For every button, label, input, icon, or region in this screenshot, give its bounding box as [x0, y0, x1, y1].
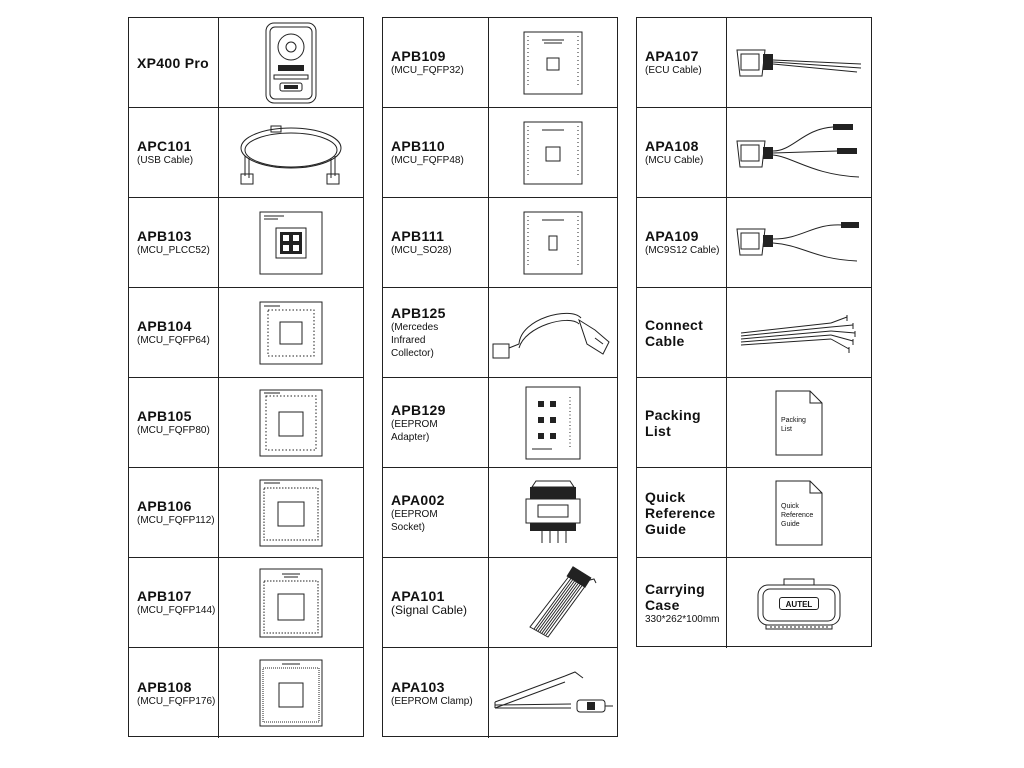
document-text: Quick Reference Guide — [781, 502, 814, 528]
table-row — [383, 648, 617, 738]
item-label — [129, 648, 219, 738]
item-image — [489, 288, 617, 377]
item-subtitle: (MCU_FQFP32) — [391, 65, 464, 76]
item-name: APB103 — [137, 228, 192, 244]
table-row — [129, 18, 363, 108]
item-label — [129, 288, 219, 377]
item-image — [219, 108, 363, 197]
table-row — [383, 378, 617, 468]
item-label — [383, 378, 489, 467]
item-name: APB109 — [391, 48, 446, 64]
ribbon-cable-icon — [508, 565, 598, 641]
item-subtitle: (MCU_PLCC52) — [137, 245, 210, 256]
usb-cable-icon — [231, 118, 351, 188]
table-row — [637, 288, 871, 378]
table-row — [383, 468, 617, 558]
item-image — [219, 558, 363, 647]
item-subtitle: (USB Cable) — [137, 155, 194, 166]
item-image — [727, 468, 871, 557]
item-label — [129, 108, 219, 197]
item-image — [489, 468, 617, 557]
qfp-board-icon — [258, 567, 324, 639]
item-label — [129, 378, 219, 467]
item-name: Carrying Case — [645, 580, 705, 613]
item-subtitle: (MCU_FQFP80) — [137, 425, 210, 436]
item-label — [637, 198, 727, 287]
item-subtitle: (MCU_FQFP144) — [137, 605, 216, 616]
document-icon — [775, 480, 823, 546]
item-name: APB104 — [137, 318, 192, 334]
item-name: APA002 — [391, 491, 445, 508]
item-label — [637, 288, 727, 377]
item-label — [129, 468, 219, 557]
table-column-3 — [636, 17, 872, 647]
table-row — [637, 108, 871, 198]
item-image — [219, 648, 363, 738]
so-chip-board-icon — [522, 210, 584, 276]
table-row — [129, 198, 363, 288]
item-name: APA107 — [645, 48, 699, 64]
table-row — [383, 108, 617, 198]
item-name: APA103 — [391, 678, 445, 695]
eeprom-clamp-icon — [491, 668, 615, 718]
item-name: APA109 — [645, 228, 699, 244]
item-subtitle: (MCU_SO28) — [391, 245, 452, 256]
item-name: Packing List — [645, 406, 701, 439]
table-row — [129, 648, 363, 738]
item-subtitle: (MCU Cable) — [645, 155, 704, 166]
eeprom-adapter-icon — [524, 385, 582, 461]
item-label — [637, 468, 727, 557]
item-subtitle: (EEPROM Adapter) — [391, 418, 438, 443]
item-subtitle: 330*262*100mm — [645, 613, 720, 625]
item-name: APA101 — [391, 588, 445, 604]
item-label — [383, 648, 489, 738]
item-subtitle: (ECU Cable) — [645, 65, 702, 76]
item-image — [489, 378, 617, 467]
item-label — [383, 468, 489, 557]
item-subtitle: (MCU_FQFP48) — [391, 155, 464, 166]
item-name: APB129 — [391, 401, 446, 418]
item-label — [637, 558, 727, 648]
item-name: APB106 — [137, 498, 192, 514]
item-name: XP400 Pro — [137, 54, 209, 71]
table-row — [129, 288, 363, 378]
item-label — [129, 558, 219, 647]
item-label — [383, 558, 489, 647]
item-name: APC101 — [137, 138, 192, 154]
item-subtitle: (MCU_FQFP176) — [137, 695, 216, 707]
item-label — [637, 18, 727, 107]
item-name: Quick Reference Guide — [645, 488, 716, 537]
item-subtitle: (Mercedes Infrared Collector) — [391, 322, 439, 359]
item-image — [727, 558, 871, 648]
table-row — [383, 288, 617, 378]
item-image — [727, 108, 871, 197]
ecu-cable-icon — [733, 38, 865, 88]
table-row — [383, 18, 617, 108]
item-image — [219, 468, 363, 557]
item-name: APB108 — [137, 678, 192, 695]
infrared-collector-icon — [491, 298, 615, 368]
item-label — [637, 108, 727, 197]
item-label — [383, 18, 489, 107]
table-column-2 — [382, 17, 618, 737]
item-name: APB110 — [391, 138, 445, 154]
item-image — [489, 558, 617, 647]
item-subtitle: (EEPROM Clamp) — [391, 695, 473, 707]
item-image — [727, 198, 871, 287]
case-brand-label: AUTEL — [779, 597, 819, 610]
qfp-board-icon — [258, 658, 324, 728]
qfp-board-icon — [258, 478, 324, 548]
item-name: Connect Cable — [645, 316, 704, 349]
table-column-1 — [128, 17, 364, 737]
mc9s12-cable-icon — [733, 215, 865, 271]
mcu-cable-icon — [733, 123, 865, 183]
item-subtitle: (EEPROM Socket) — [391, 508, 438, 533]
item-image — [727, 18, 871, 107]
item-image — [489, 108, 617, 197]
qfp-board-icon — [258, 388, 324, 458]
item-image — [727, 288, 871, 377]
item-image — [489, 198, 617, 287]
wire-bundle-icon — [737, 311, 861, 355]
small-chip-board-icon — [522, 30, 584, 96]
table-row — [383, 558, 617, 648]
carrying-case-icon — [754, 573, 844, 633]
item-label — [383, 198, 489, 287]
item-label — [129, 198, 219, 287]
programmer-device-icon — [256, 21, 326, 105]
item-subtitle: (MCU_FQFP112) — [137, 515, 215, 526]
item-label — [383, 288, 489, 377]
item-name: APB105 — [137, 408, 192, 424]
table-row — [637, 198, 871, 288]
item-name: APB125 — [391, 305, 446, 321]
item-name: APB107 — [137, 588, 192, 604]
table-row — [129, 468, 363, 558]
item-subtitle: (Signal Cable) — [391, 603, 468, 617]
item-label — [129, 18, 219, 107]
item-name: APB111 — [391, 228, 445, 244]
table-row — [637, 468, 871, 558]
item-subtitle: (MCU_FQFP64) — [137, 335, 210, 346]
item-label — [383, 108, 489, 197]
table-row — [637, 378, 871, 468]
document-icon — [775, 390, 823, 456]
table-row — [129, 378, 363, 468]
item-image — [727, 378, 871, 467]
item-image — [219, 18, 363, 107]
item-label — [637, 378, 727, 467]
document-text: Packing List — [781, 416, 806, 433]
table-row — [129, 108, 363, 198]
item-image — [219, 198, 363, 287]
item-name: APA108 — [645, 138, 699, 154]
small-chip-board-icon — [522, 120, 584, 186]
table-row — [383, 198, 617, 288]
item-image — [489, 648, 617, 738]
eeprom-socket-icon — [520, 477, 586, 549]
plcc-board-icon — [258, 210, 324, 276]
table-row — [129, 558, 363, 648]
table-row — [637, 18, 871, 108]
item-image — [489, 18, 617, 107]
item-image — [219, 288, 363, 377]
qfp-board-icon — [258, 300, 324, 366]
item-image — [219, 378, 363, 467]
item-subtitle: (MC9S12 Cable) — [645, 245, 720, 256]
table-row — [637, 558, 871, 648]
